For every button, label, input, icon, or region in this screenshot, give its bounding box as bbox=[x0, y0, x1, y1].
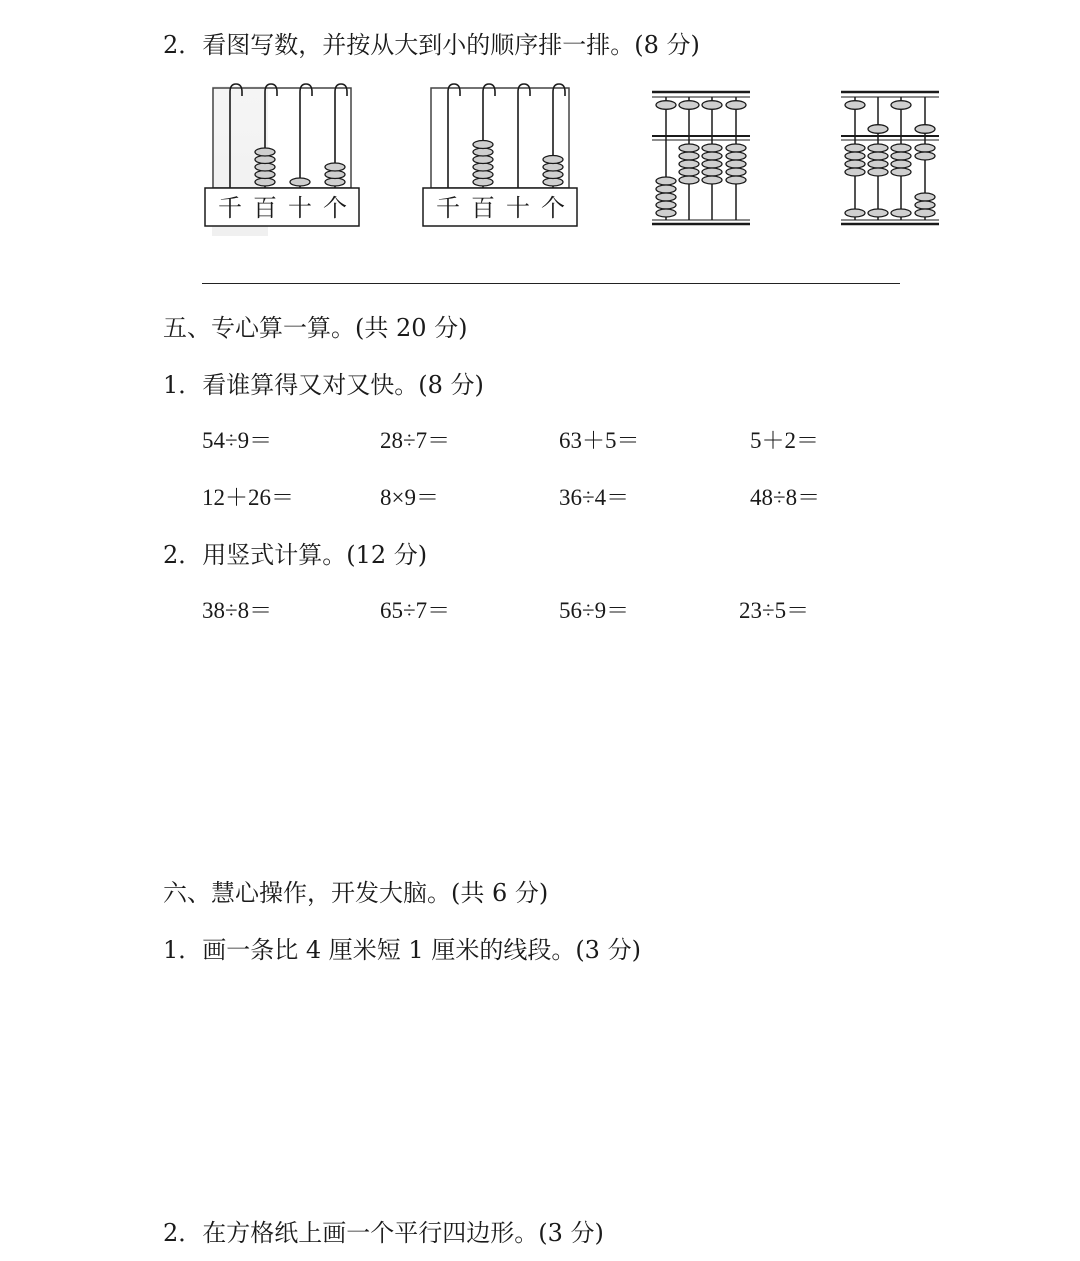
suanpan-lower-bead bbox=[845, 209, 865, 217]
frame-bead bbox=[473, 178, 493, 186]
frame-rod bbox=[518, 84, 530, 188]
suanpan-lower-bead bbox=[845, 160, 865, 168]
frame-bead bbox=[473, 163, 493, 171]
frame-bead bbox=[543, 171, 563, 179]
vertical-expr-3: 56÷9＝ bbox=[559, 598, 630, 623]
suanpan-lower-bead bbox=[845, 152, 865, 160]
expr-r1-c3: 63＋5＝ bbox=[559, 428, 640, 453]
suanpan-upper-bead bbox=[726, 101, 746, 110]
suanpan-lower-bead bbox=[868, 144, 888, 152]
section6-q1-title: 1．画一条比 4 厘米短 1 厘米的线段。(3 分) bbox=[163, 936, 641, 964]
suanpan-lower-bead bbox=[915, 201, 935, 209]
frame-bead bbox=[473, 156, 493, 164]
frame-label: 千 bbox=[218, 194, 242, 222]
suanpan-lower-bead bbox=[702, 144, 722, 152]
expr-r2-c3: 36÷4＝ bbox=[559, 485, 630, 510]
frame-bead bbox=[255, 156, 275, 164]
expr-r2-c1: 12＋26＝ bbox=[202, 485, 294, 510]
suanpan-lower-bead bbox=[726, 176, 746, 184]
suanpan-upper-bead bbox=[702, 101, 722, 110]
suanpan-upper-bead bbox=[679, 101, 699, 110]
suanpan-lower-bead bbox=[726, 160, 746, 168]
suanpan-upper-bead bbox=[891, 101, 911, 110]
frame-bead bbox=[543, 178, 563, 186]
expr-r1-c4: 5＋2＝ bbox=[750, 428, 819, 453]
frame-rod bbox=[300, 84, 312, 188]
frame-bead bbox=[325, 163, 345, 171]
suanpan-lower-bead bbox=[679, 152, 699, 160]
frame-bead bbox=[255, 163, 275, 171]
q2-title: 2．看图写数，并按从大到小的顺序排一排。(8 分) bbox=[163, 31, 700, 59]
frame-bead bbox=[473, 148, 493, 156]
suanpan-lower-bead bbox=[915, 209, 935, 217]
suanpan-lower-bead bbox=[656, 209, 676, 217]
suanpan-lower-bead bbox=[915, 193, 935, 201]
suanpan-lower-bead bbox=[845, 144, 865, 152]
expr-r2-c4: 48÷8＝ bbox=[750, 485, 821, 510]
suanpan-lower-bead bbox=[726, 168, 746, 176]
suanpan-lower-bead bbox=[845, 168, 865, 176]
suanpan-upper-bead bbox=[915, 125, 935, 134]
suanpan-lower-bead bbox=[702, 176, 722, 184]
answer-line[interactable] bbox=[202, 283, 900, 284]
expr-r1-c1: 54÷9＝ bbox=[202, 428, 273, 453]
suanpan-lower-bead bbox=[868, 160, 888, 168]
section6-q2-title: 2．在方格纸上画一个平行四边形。(3 分) bbox=[163, 1219, 604, 1247]
suanpan-lower-bead bbox=[702, 152, 722, 160]
frame-label: 千 bbox=[436, 194, 460, 222]
frame-bead bbox=[255, 171, 275, 179]
suanpan-lower-bead bbox=[656, 193, 676, 201]
section6-title: 六、慧心操作，开发大脑。(共 6 分) bbox=[163, 879, 549, 907]
frame-bead bbox=[543, 156, 563, 164]
suanpan-lower-bead bbox=[679, 144, 699, 152]
frame-bead bbox=[325, 178, 345, 186]
section5-q2-title: 2．用竖式计算。(12 分) bbox=[163, 541, 428, 569]
suanpan-lower-bead bbox=[679, 160, 699, 168]
section5-title: 五、专心算一算。(共 20 分) bbox=[163, 314, 468, 342]
suanpan-lower-bead bbox=[868, 168, 888, 176]
section5-q1-title: 1．看谁算得又对又快。(8 分) bbox=[163, 371, 484, 399]
suanpan-lower-bead bbox=[702, 168, 722, 176]
suanpan-upper-bead bbox=[845, 101, 865, 110]
suanpan-lower-bead bbox=[726, 144, 746, 152]
vertical-expr-2: 65÷7＝ bbox=[380, 598, 451, 623]
frame-rod bbox=[230, 84, 242, 188]
frame-bead bbox=[325, 171, 345, 179]
vertical-expr-4: 23÷5＝ bbox=[739, 598, 810, 623]
frame-label: 百 bbox=[253, 194, 277, 222]
suanpan-lower-bead bbox=[656, 201, 676, 209]
frame-bead bbox=[543, 163, 563, 171]
frame-rod bbox=[448, 84, 460, 188]
frame-bead bbox=[290, 178, 310, 186]
suanpan-lower-bead bbox=[891, 152, 911, 160]
suanpan-lower-bead bbox=[891, 168, 911, 176]
suanpan-lower-bead bbox=[679, 176, 699, 184]
expr-r1-c2: 28÷7＝ bbox=[380, 428, 451, 453]
suanpan-lower-bead bbox=[656, 177, 676, 185]
suanpan-lower-bead bbox=[726, 152, 746, 160]
suanpan-lower-bead bbox=[891, 144, 911, 152]
suanpan-lower-bead bbox=[702, 160, 722, 168]
suanpan-upper-bead bbox=[656, 101, 676, 110]
suanpan-lower-bead bbox=[868, 152, 888, 160]
frame-bead bbox=[473, 141, 493, 149]
frame-bead bbox=[255, 148, 275, 156]
frame-label: 个 bbox=[323, 194, 347, 222]
suanpan-lower-bead bbox=[915, 144, 935, 152]
suanpan-upper-bead bbox=[868, 125, 888, 134]
frame-label: 十 bbox=[506, 194, 530, 222]
suanpan-lower-bead bbox=[891, 209, 911, 217]
expr-r2-c2: 8×9＝ bbox=[380, 485, 439, 510]
abacus-figures bbox=[0, 0, 1080, 260]
suanpan-lower-bead bbox=[656, 185, 676, 193]
frame-label: 十 bbox=[288, 194, 312, 222]
suanpan-lower-bead bbox=[915, 152, 935, 160]
frame-bead bbox=[255, 178, 275, 186]
frame-bead bbox=[473, 171, 493, 179]
frame-label: 个 bbox=[541, 194, 565, 222]
suanpan-lower-bead bbox=[868, 209, 888, 217]
vertical-expr-1: 38÷8＝ bbox=[202, 598, 273, 623]
frame-label: 百 bbox=[471, 194, 495, 222]
suanpan-lower-bead bbox=[891, 160, 911, 168]
suanpan-lower-bead bbox=[679, 168, 699, 176]
